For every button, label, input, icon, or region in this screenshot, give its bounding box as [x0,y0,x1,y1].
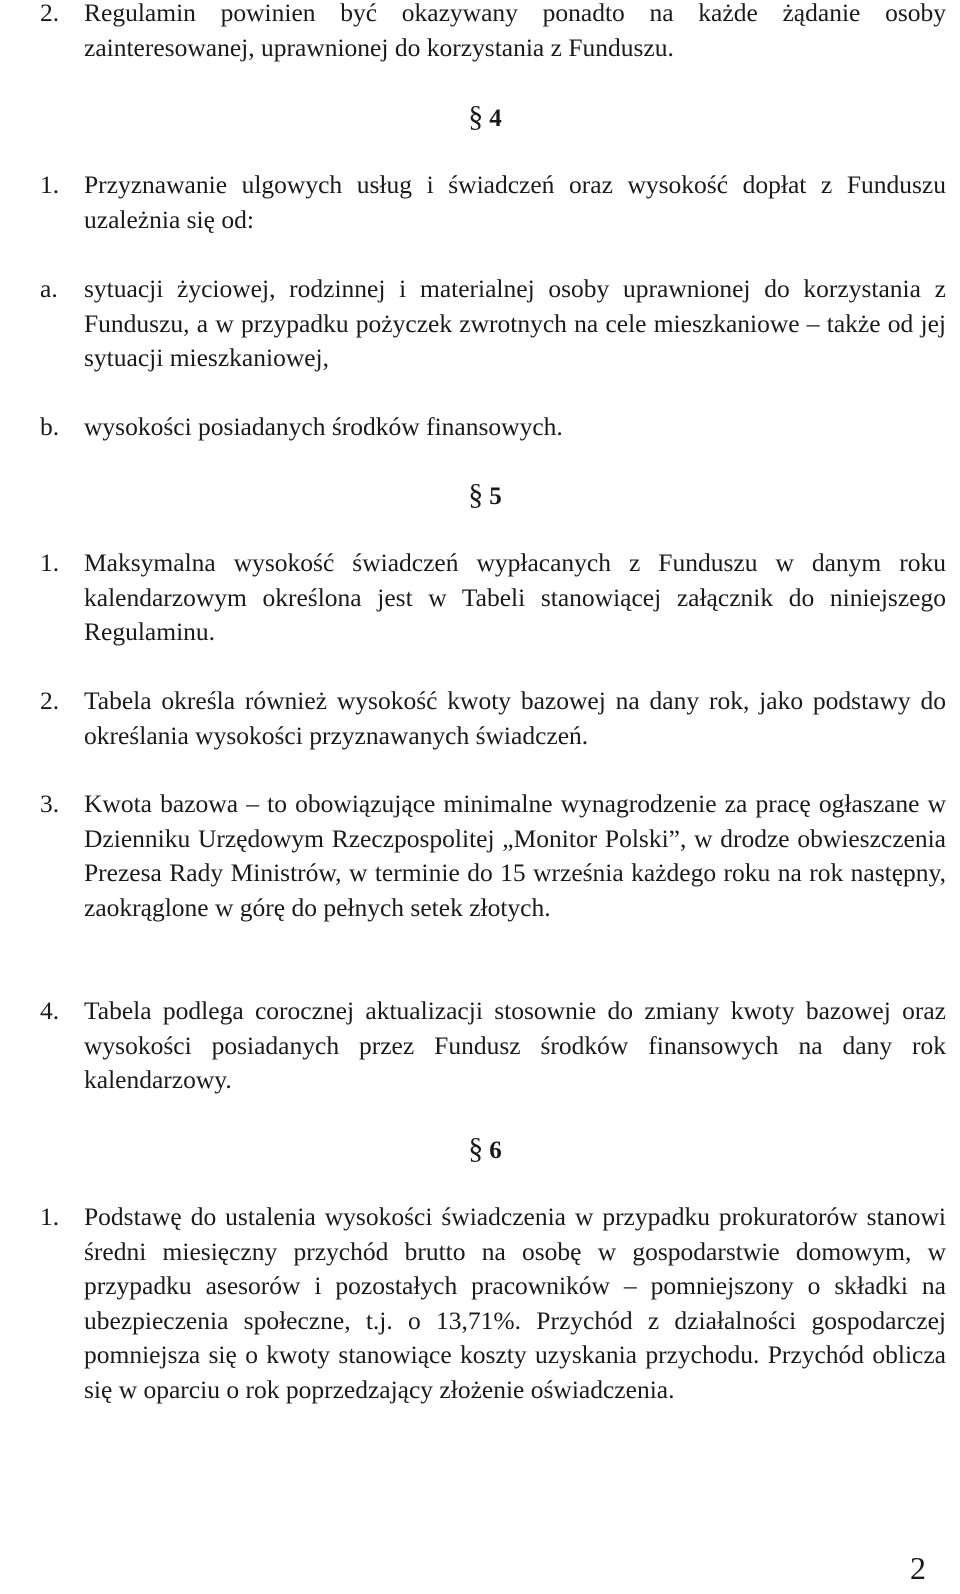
list-item [40,684,946,753]
list-item [40,546,946,650]
page-number: 2 [910,1550,926,1586]
list-item [40,272,946,376]
section-number: 6 [489,1137,502,1164]
list-item [40,168,946,237]
item-marker: 1. [40,548,60,577]
item-marker: 1. [40,1202,60,1231]
section-sign: § [468,478,484,511]
item-marker: 4. [40,996,60,1025]
item-marker: 3. [40,789,60,818]
item-marker: 2. [40,686,60,715]
section-heading-5 [0,478,960,515]
section-number: 5 [489,483,502,510]
list-item [40,994,946,1098]
item-text: sytuacji życiowej, rodzinnej i materialnej osoby uprawnionej do korzystania z Funduszu, a w przypadku pożyczek zwrotnych na cele mieszkaniowe – także od jej sytuacji mieszkaniowej, [84,274,946,372]
item-text: Podstawę do ustalenia wysokości świadczenia w przypadku prokuratorów stanowi średni miesięczny przychód brutto na osobę w gospodarstwie domowym, w przypadku asesorów i pozostałych pracowników – pomniejszony o składki na ubezpieczenia społeczne, t.j. o 13,71%. Przychód z działalności gospodarczej pomniejsza się o kwoty stanowiące koszty uzyskania przychodu. Przychód oblicza się w oparciu o rok poprzedzający złożenie oświadczenia. [84,1202,946,1404]
item-marker: a. [40,274,58,303]
item-marker: b. [40,412,60,441]
list-item [40,787,946,925]
item-text: Tabela określa również wysokość kwoty bazowej na dany rok, jako podstawy do określania wysokości przyznawanych świadczeń. [84,686,946,750]
item-text: Przyznawanie ulgowych usług i świadczeń oraz wysokość dopłat z Funduszu uzależnia się od: [84,170,946,234]
item-text: Kwota bazowa – to obowiązujące minimalne wynagrodzenie za pracę ogłaszane w Dzienniku Urzędowym Rzeczpospolitej „Monitor Polski”, w drodze obwieszczenia Prezesa Rady Ministrów, w terminie do 15 września każdego roku na rok następny, zaokrąglone w górę do pełnych setek złotych. [84,789,946,922]
item-text: Maksymalna wysokość świadczeń wypłacanych z Funduszu w danym roku kalendarzowym określona jest w Tabeli stanowiącej załącznik do niniejszego Regulaminu. [84,548,946,646]
item-text: Regulamin powinien być okazywany ponadto na każde żądanie osoby zainteresowanej, uprawnionej do korzystania z Funduszu. [84,0,946,62]
list-item [40,410,946,445]
item-marker: 2. [40,0,60,27]
list-item [40,0,946,65]
section-heading-4 [0,100,960,137]
list-item [40,1200,946,1407]
item-text: wysokości posiadanych środków finansowych. [84,412,563,441]
item-text: Tabela podlega corocznej aktualizacji stosownie do zmiany kwoty bazowej oraz wysokości posiadanych przez Fundusz środków finansowych na dany rok kalendarzowy. [84,996,946,1094]
section-sign: § [468,1132,484,1165]
item-marker: 1. [40,170,60,199]
section-heading-6 [0,1132,960,1169]
section-number: 4 [489,105,502,132]
section-sign: § [468,100,484,133]
